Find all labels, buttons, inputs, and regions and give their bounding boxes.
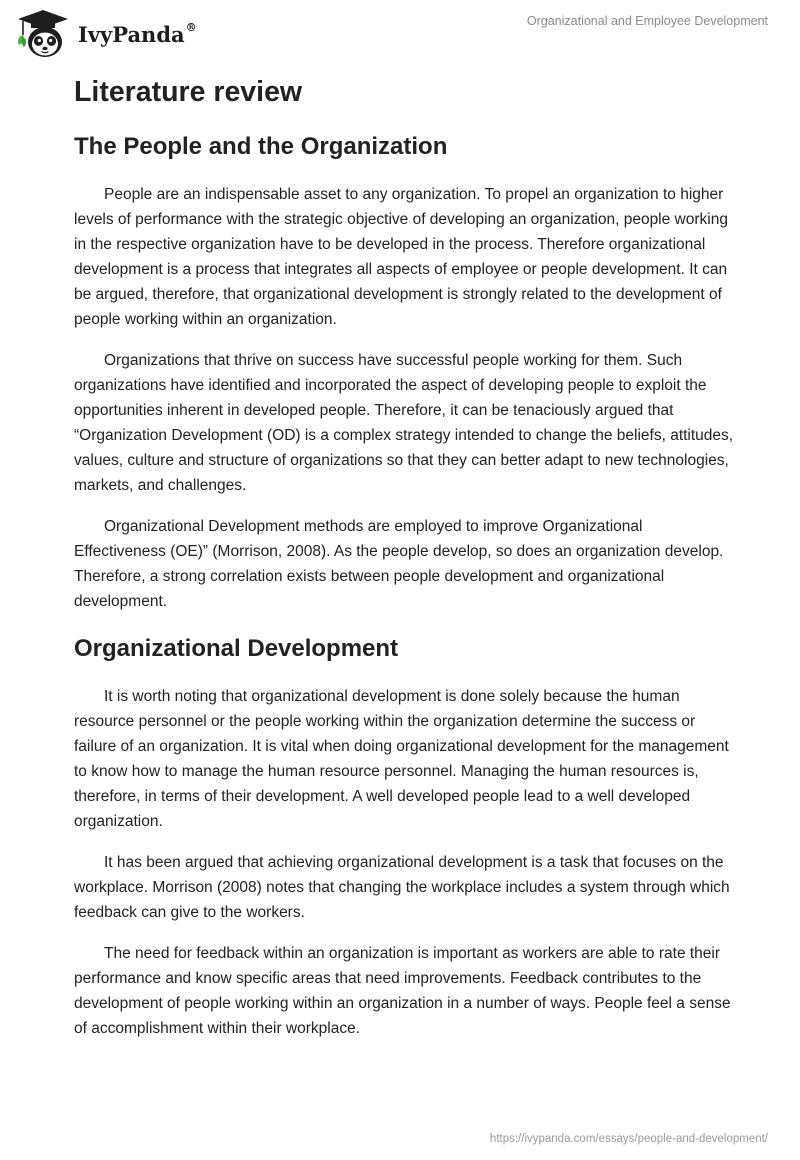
essay-content (74, 70, 734, 1041)
paragraph: The need for feedback within an organization is important as workers are able to rate their performance and know specific areas that need improvements. Feedback contributes to the development of people working within an organization in a number of ways. People feel a sense of accomplishment within their workplace. (74, 945, 731, 1037)
paragraph: Organizational Development methods are employed to improve Organizational Effectiveness (OE)” (Morrison, 2008). As the people develop, so does an organization develop. Therefore, a strong correlation exists between people development and organizational development. (74, 518, 724, 610)
section-heading: The People and the Organization (74, 133, 448, 160)
source-url[interactable]: https://ivypanda.com/essays/people-and-development/ (489, 1133, 768, 1145)
registered-mark: ® (185, 21, 197, 34)
brand-wordmark (78, 22, 197, 47)
paragraph: It is worth noting that organizational development is done solely because the human resource personnel or the people working within the organization determine the success or failure of an organization. It is vital when doing organizational development for the management to know how to manage the human resource personnel. Managing the human resources is, therefore, in terms of their development. A well developed people lead to a well developed organization. (74, 688, 729, 830)
paragraph: Organizations that thrive on success have successful people working for them. Such organizations have identified and incorporated the aspect of developing people to exploit the opportunities inherent in developed people. Therefore, it can be tenaciously argued that “Organization Development (OD) is a complex strategy intended to change the beliefs, attitudes, values, culture and structure of organizations so that they can better adapt to new technologies, markets, and challenges. (74, 352, 734, 494)
panda-graduate-icon (14, 9, 76, 59)
page-heading: Literature review (74, 76, 303, 108)
document-title: Organizational and Employee Development (526, 14, 768, 28)
brand-name: IvyPanda (78, 22, 185, 47)
ivypanda-logo[interactable] (14, 9, 197, 59)
paragraph: It has been argued that achieving organizational development is a task that focuses on the workplace. Morrison (2008) notes that changing the workplace includes a system through which feedback can give to the workers. (74, 854, 730, 921)
paragraph: People are an indispensable asset to any organization. To propel an organization to higher levels of performance with the strategic objective of developing an organization, people working in the respective organization have to be developed in the process. Therefore organizational development is a process that integrates all aspects of employee or people development. It can be argued, therefore, that organizational development is strongly related to the development of people working within an organization. (74, 186, 728, 328)
section-heading: Organizational Development (74, 635, 399, 662)
page-header (0, 0, 800, 60)
